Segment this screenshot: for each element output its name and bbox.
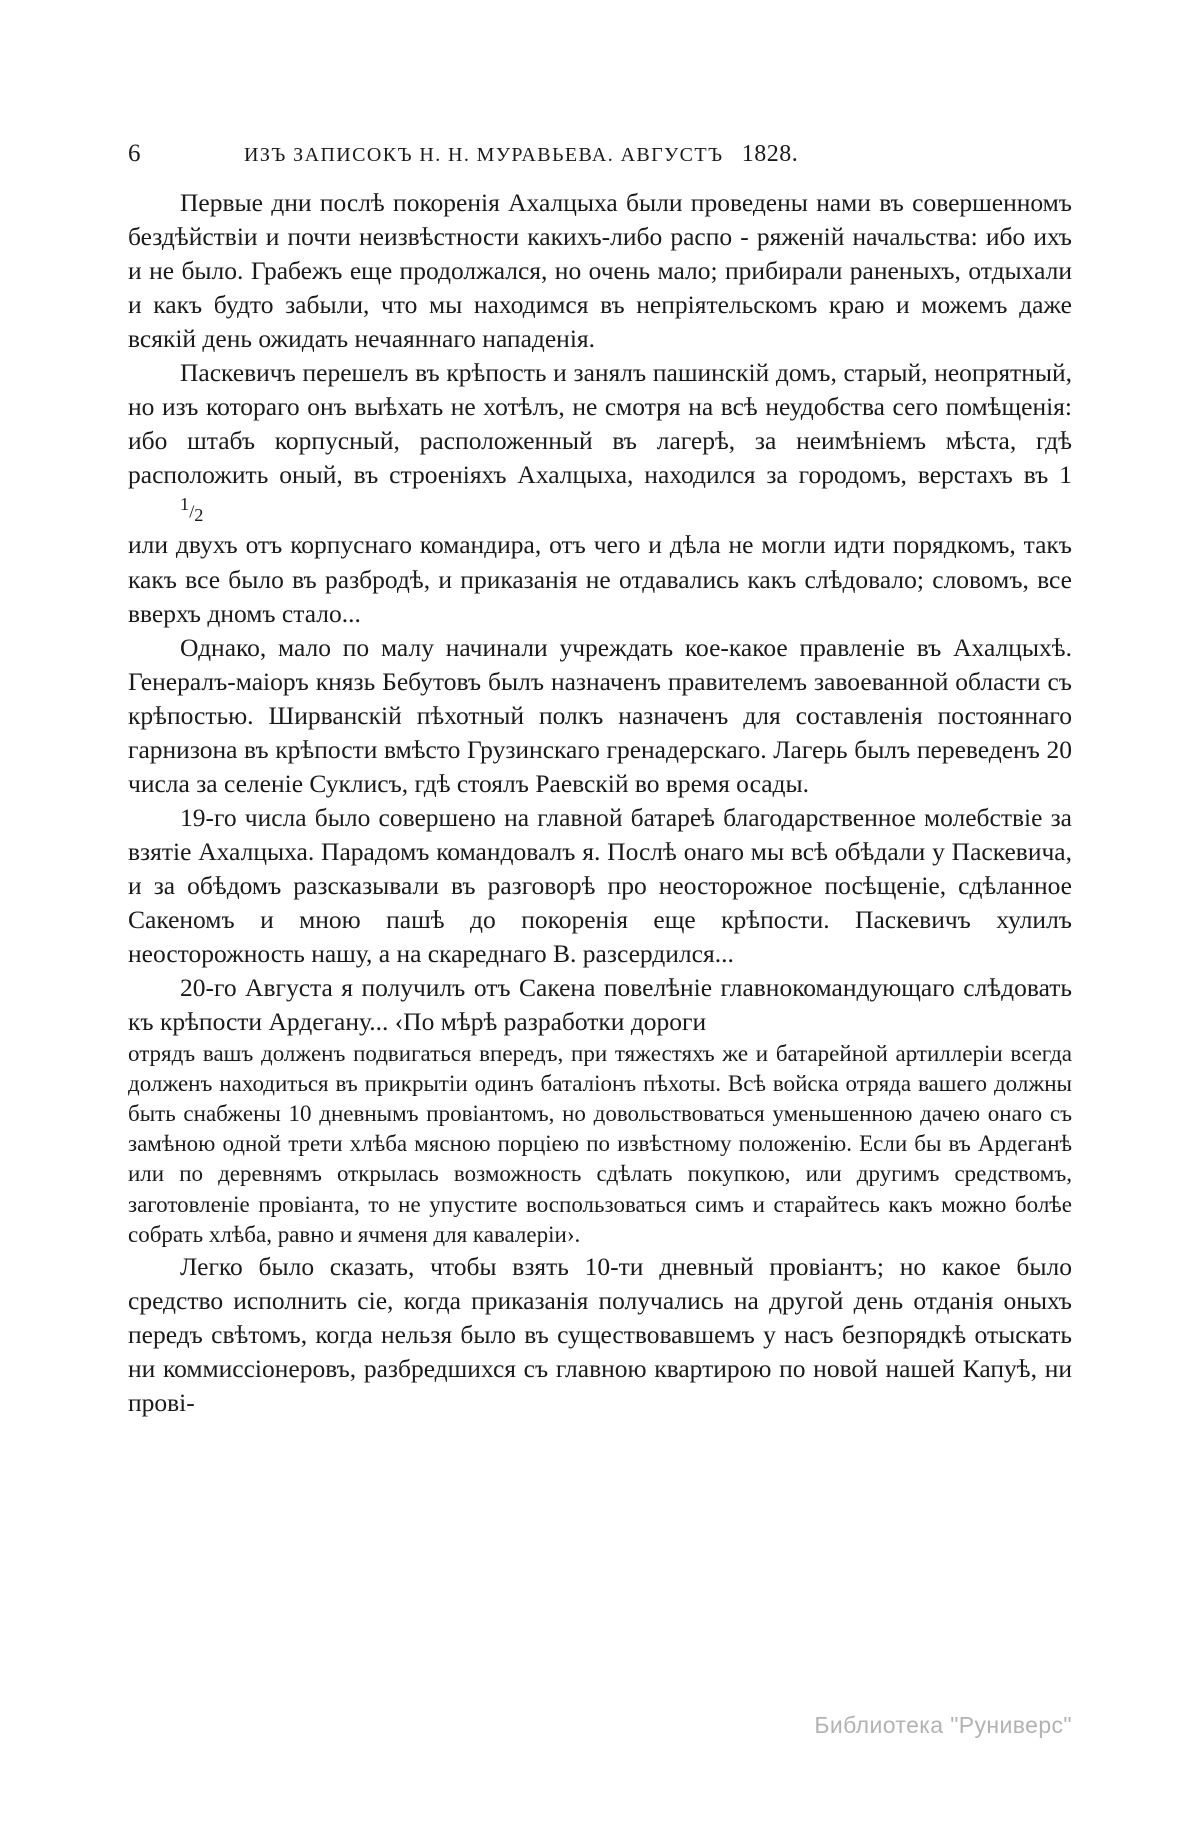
paragraph-1: Первые дни послѣ покоренія Ахалцыха были проведены нами въ совершенномъ бездѣйствіи и почти неизвѣстности какихъ-либо распо - ряженій начальства: ибо ихъ и не было. Грабежъ еще продолжался, но очень мало; прибирали раненыхъ, отдыхали и какъ будто забыли, что мы находимся въ непріятельскомъ краю и можемъ даже всякій день ожидать нечаяннаго нападенія. — [128, 188, 1072, 354]
fraction-numerator: 1 — [180, 494, 190, 515]
paragraph-2-part-1 — [128, 356, 1072, 528]
fraction-denominator: 2 — [194, 505, 204, 526]
paragraph-4: 19-го числа было совершено на главной батареѣ благодарственное молебствіе за взятіе Ахалцыха. Парадомъ командовалъ я. Послѣ онаго мы всѣ обѣдали у Паскевича, и за обѣдомъ разсказывали въ разговорѣ про неосторожное посѣщеніе, сдѣланное Сакеномъ и мною пашѣ до покоренія еще крѣпости. Паскевичъ хулилъ неосторожность нашу, а на скареднаго В. разсердился... — [128, 802, 1072, 968]
paragraph-2-part-2: или двухъ отъ корпуснаго командира, отъ чего и дѣла не могли идти порядкомъ, такъ какъ все было въ разбродѣ, и приказанія не отдавались какъ слѣдовало; словомъ, все вверхъ дномъ стало... — [128, 530, 1072, 628]
paragraph-5: 20-го Августа я получилъ отъ Сакена повелѣніе главнокомандующаго слѣдовать къ крѣпости Ардегану... ‹По мѣрѣ разработки дороги — [128, 972, 1072, 1036]
running-head — [128, 140, 1072, 168]
running-head-year: 1828. — [741, 141, 799, 167]
paragraph-2-text-a: Паскевичъ перешелъ въ крѣпость и занялъ пашинскій домъ, старый, неопрятный, но изъ котораго онъ выѣхать не хотѣлъ, не смотря на всѣ неудобства сего помѣщенія: ибо штабъ корпусный, расположенный въ лагерѣ, за неимѣніемъ мѣста, гдѣ расположить оный, въ строеніяхъ Ахалцыха, находился за городомъ, верстахъ въ 1 — [128, 358, 1072, 490]
running-head-title — [244, 141, 798, 168]
paragraph-6-quoted-order: отрядъ вашъ долженъ подвигаться впередъ, при тяжестяхъ же и батарейной артиллеріи всегда долженъ находиться въ прикрытіи одинъ баталіонъ пѣхоты. Всѣ войска отряда вашего должны быть снабжены 10 дневнымъ провіантомъ, но довольствоваться уменьшенною дачею онаго съ замѣною одной трети хлѣба мясною порціею по извѣстному положенію. Если бы въ Ардеганѣ или по деревнямъ открылась возможность сдѣлать покупкою, или другимъ средствомъ, заготовленіе провіанта, то не упустите воспользоваться симъ и старайтесь какъ можно болѣе собрать хлѣба, равно и ячменя для кавалеріи›. — [128, 1040, 1072, 1247]
paragraph-7: Легко было сказать, чтобы взять 10-ти дневный провіантъ; но какое было средство исполнить сіе, когда приказанія получались на другой день отданія оныхъ передъ свѣтомъ, когда нельзя было въ существовавшемъ у насъ безпорядкѣ отыскать ни коммиссіонеровъ, разбредшихся съ главною квартирою по новой нашей Капуѣ, ни прові- — [128, 1251, 1072, 1417]
paragraph-3: Однако, мало по малу начинали учреждать кое-какое правленіе въ Ахалцыхѣ. Генералъ-маіоръ князь Бебутовъ былъ назначенъ правителемъ завоеванной области съ крѣпостью. Ширванскій пѣхотный полкъ назначенъ для составленія постояннаго гарнизона въ крѣпости вмѣсто Грузинскаго гренадерскаго. Лагерь былъ переведенъ 20 числа за селеніе Суклисъ, гдѣ стоялъ Раевскій во время осады. — [128, 632, 1072, 798]
library-watermark: Библиотека "Руниверс" — [814, 1712, 1072, 1738]
fraction-one-half: $^1/_2$ — [180, 494, 204, 526]
body-text — [128, 186, 1072, 1420]
page-number: 6 — [128, 140, 141, 167]
running-head-title-text: ИЗЪ ЗАПИСОКЪ Н. Н. МУРАВЬЕВА. АВГУСТЪ — [244, 144, 724, 166]
